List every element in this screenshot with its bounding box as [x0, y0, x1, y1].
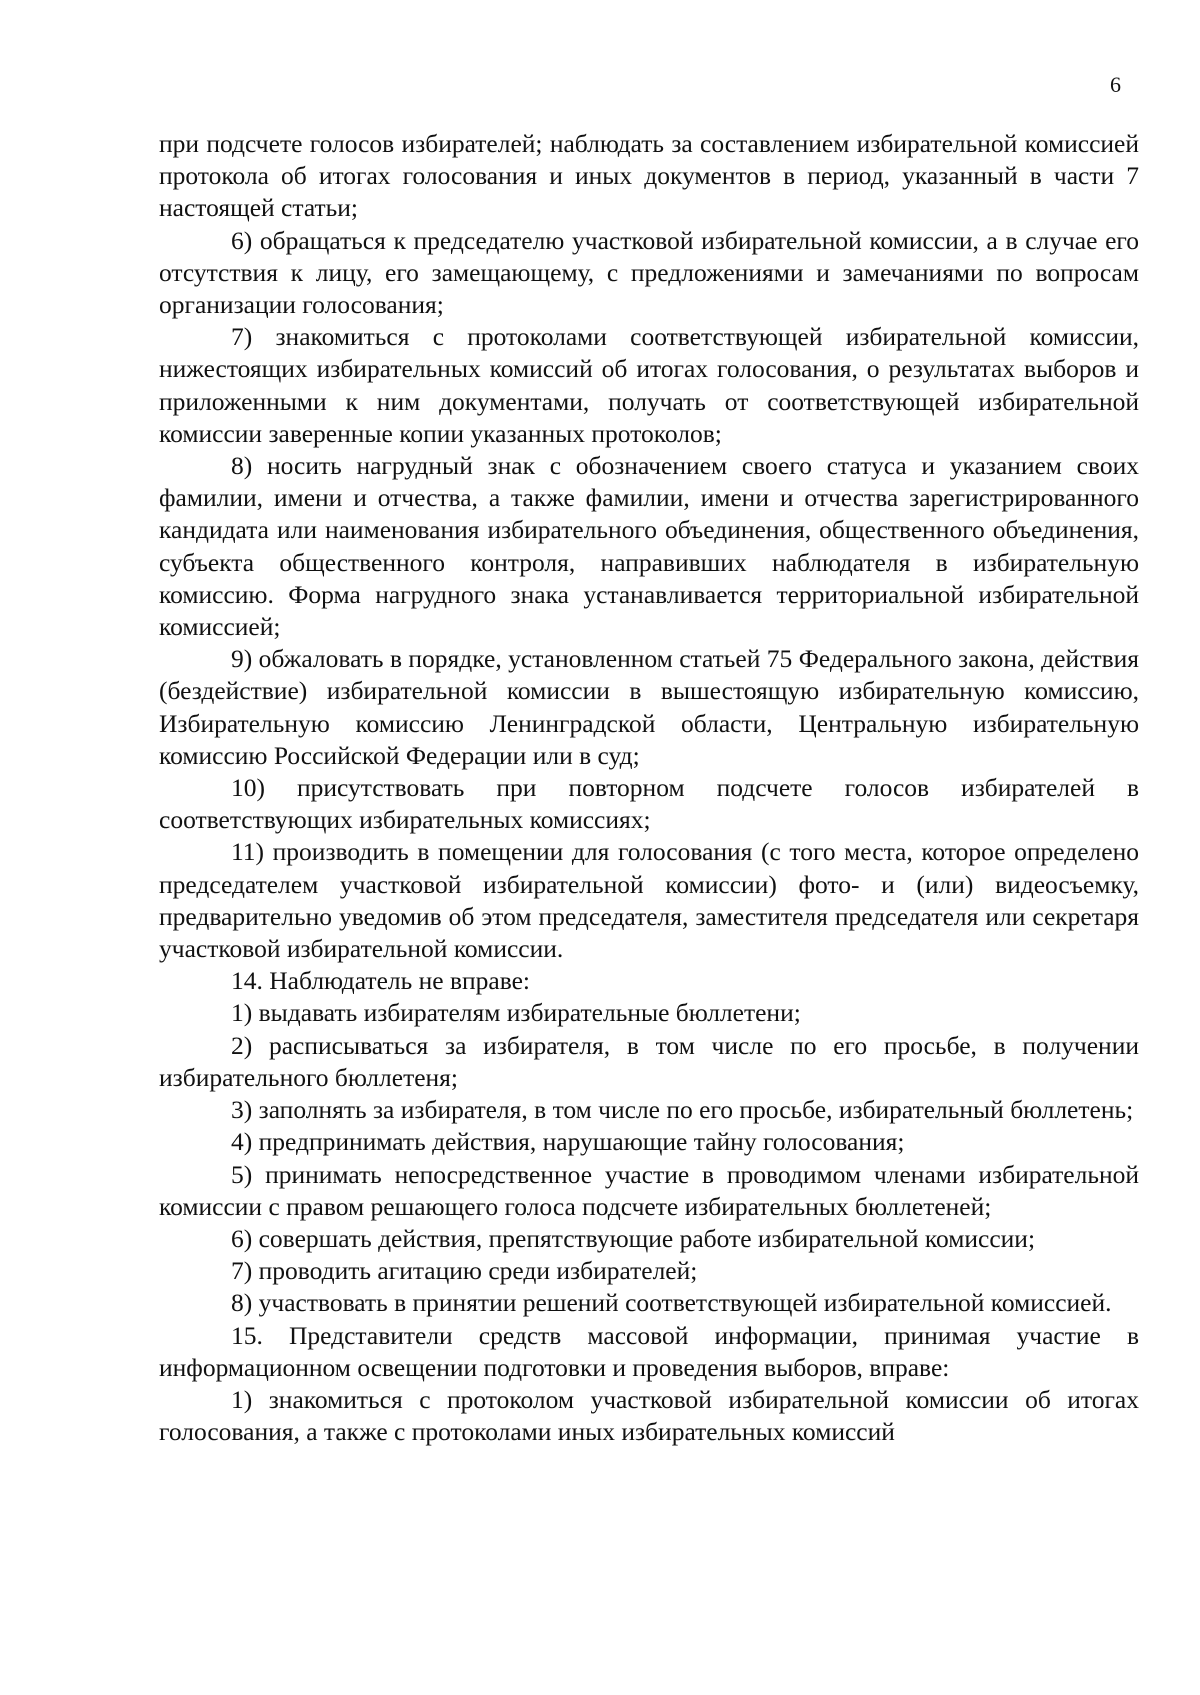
document-body: [159, 128, 1139, 1448]
paragraph-14-item-7: 7) проводить агитацию среди избирателей;: [231, 1256, 698, 1286]
paragraph-item-9: 9) обжаловать в порядке, установленном статьей 75 Федерального закона, действия (бездействие) избирательной комиссии в вышестоящую избирательную комиссию, Избирательную комиссию Ленинградской области, Центральную избирательную комиссию Российской Федерации или в суд;: [159, 644, 1139, 770]
paragraph-item-8: 8) носить нагрудный знак с обозначением своего статуса и указанием своих фамилии, имени и отчества, а также фамилии, имени и отчества зарегистрированного кандидата или наименования избирательного объединения, общественного объединения, субъекта общественного контроля, направивших наблюдателя в избирательную комиссию. Форма нагрудного знака устанавливается территориальной избирательной комиссией;: [159, 451, 1139, 642]
paragraph-15-item-1: 1) знакомиться с протоколом участковой избирательной комиссии об итогах голосования, а также с протоколами иных избирательных комиссий: [159, 1384, 1139, 1447]
paragraph-item-6: 6) обращаться к председателю участковой избирательной комиссии, а в случае его отсутствия к лицу, его замещающему, с предложениями и замечаниями по вопросам организации голосования;: [159, 225, 1139, 320]
paragraph-14-item-5: 5) принимать непосредственное участие в проводимом членами избирательной комиссии с правом решающего голоса подсчете избирательных бюллетеней;: [159, 1159, 1139, 1221]
paragraph-14-item-1: 1) выдавать избирателям избирательные бюллетени;: [231, 998, 801, 1028]
page-number: 6: [1110, 72, 1121, 97]
paragraph-item-10: 10) присутствовать при повторном подсчете голосов избирателей в соответствующих избирательных комиссиях;: [159, 773, 1139, 835]
paragraph-14-item-6: 6) совершать действия, препятствующие работе избирательной комиссии;: [231, 1223, 1036, 1253]
paragraph-continuation: при подсчете голосов избирателей; наблюдать за составлением избирательной комиссией протокола об итогах голосования и иных документов в период, указанный в части 7 настоящей статьи;: [159, 129, 1139, 223]
paragraph-14-item-2: 2) расписываться за избирателя, в том числе по его просьбе, в получении избирательного бюллетеня;: [159, 1030, 1139, 1092]
section-14-heading: 14. Наблюдатель не вправе:: [231, 966, 531, 996]
paragraph-14-item-3: 3) заполнять за избирателя, в том числе по его просьбе, избирательный бюллетень;: [231, 1095, 1134, 1125]
paragraph-item-7: 7) знакомиться с протоколами соответствующей избирательной комиссии, нижестоящих избирательных комиссий об итогах голосования, о результатах выборов и приложенными к ним документами, получать от соответствующей избирательной комиссии заверенные копии указанных протоколов;: [159, 322, 1139, 448]
paragraph-item-11: 11) производить в помещении для голосования (с того места, которое определено председателем участковой избирательной комиссии) фото- и (или) видеосъемку, предварительно уведомив об этом председателя, заместителя председателя или секретаря участковой избирательной комиссии.: [159, 837, 1139, 964]
paragraph-14-item-4: 4) предпринимать действия, нарушающие тайну голосования;: [231, 1127, 905, 1157]
section-15-heading: 15. Представители средств массовой информации, принимая участие в информационном освещении подготовки и проведения выборов, вправе:: [159, 1320, 1139, 1382]
paragraph-14-item-8: 8) участвовать в принятии решений соответствующей избирательной комиссией.: [231, 1288, 1112, 1318]
